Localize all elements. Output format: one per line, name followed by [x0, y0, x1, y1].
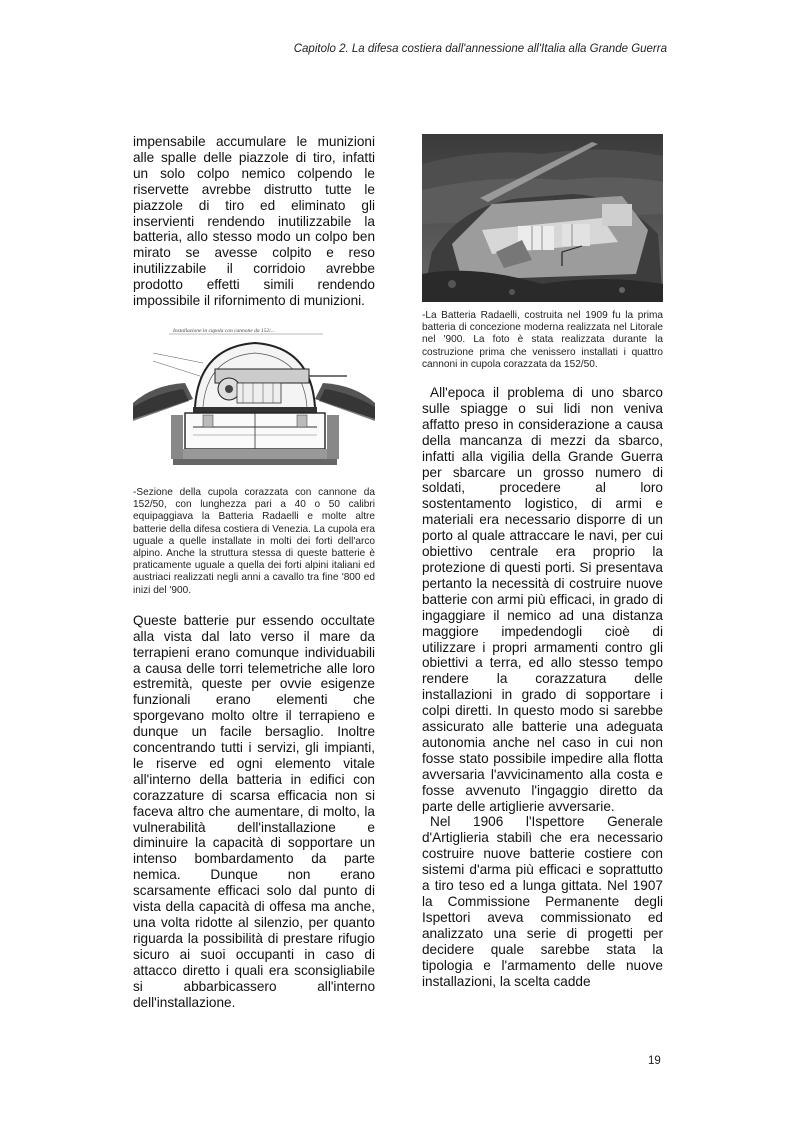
- batteria-radaelli-photo: [422, 134, 663, 302]
- right-column: [422, 134, 663, 989]
- page-number: 19: [648, 1055, 661, 1067]
- drawing-title: Installazione in cupola con cannone da 152/...: [173, 327, 275, 334]
- body-paragraph-4: Nel 1906 l'Ispettore Generale d'Artiglieria stabilì che era necessario costruire nuove batterie costiere con sistemi d'arma più efficaci e soprattutto a tiro teso ed a lunga gittata. Nel 1907 la Commissione Permanente degli Ispettori aveva commissionato ed analizzato una serie di progetti per decidere quale sarebbe stata la tipologia e l'armamento delle nuove installazioni, la scelta cadde: [422, 814, 663, 989]
- body-paragraph-1: impensabile accumulare le munizioni alle spalle delle piazzole di tiro, infatti un solo colpo nemico colpendo le riservette avrebbe distrutto tutte le piazzole di tiro ed eliminato gli inservienti rendendo inutilizzabile la batteria, allo stesso modo un colpo ben mirato se avesse colpito e reso inutilizzabile il corridoio avrebbe prodotto effetti simili rendendo impossibile il rifornimento di munizioni.: [133, 134, 375, 309]
- body-paragraph-2: Queste batterie pur essendo occultate alla vista dal lato verso il mare da terrapieni erano comunque individuabili a causa delle torri telemetriche alle loro estremità, queste per ovvie esigenze funzionali erano elementi che sporgevano molto oltre il terrapieno e dunque un facile bersaglio. Inoltre concentrando tutti i servizi, gli impianti, le riserve ed ogni elemento vitale all'interno della batteria in edifici con corazzature di scarsa efficacia non si faceva altro che aumentare, di molto, la vulnerabilità dell'installazione e diminuire la capacità di sopportare un intenso bombardamento da parte nemica. Dunque non erano scarsamente efficaci solo dal punto di vista della capacità di offesa ma anche, una volta ridotte al silenzio, per quanto riguarda la possibilità di prestare rifugio sicuro ai suoi occupanti in caso di attacco diretto i quali era sconsigliabile si abbarbicassero all'interno dell'installazione.: [133, 612, 375, 1010]
- body-paragraph-3: All'epoca il problema di uno sbarco sulle spiagge o sui lidi non veniva affatto preso in considerazione a causa della mancanza di mezzi da sbarco, infatti alla vigilia della Grande Guerra per sbarcare un grosso numero di soldati, procedere al loro sostentamento logistico, di armi e materiali era necessario disporre di un porto al quale attraccare le navi, per cui obiettivo centrale era proprio la protezione di questi porti. Si presentava pertanto la necessità di costruire nuove batterie con armi più efficaci, in grado di ingaggiare il nemico ad una distanza maggiore impedendogli cioè di utilizzare i propri armamenti contro gli obiettivi a terra, ed allo stesso tempo rendere la corazzatura delle installazioni in grado di sopportare i colpi diretti. In questo modo si sarebbe assicurato alle batterie una adeguata autonomia anche nel caso in cui non fosse stato possibile impedire alla flotta avversaria l'avvicinamento alla costa e fosse avvenuto l'ingaggio diretto da parte delle artiglierie avversarie.: [422, 385, 663, 814]
- running-header: Capitolo 2. La difesa costiera dall'annessione all'Italia alla Grande Guerra: [293, 43, 667, 55]
- left-column: [133, 134, 375, 1010]
- figure-caption-2: -La Batteria Radaelli, costruita nel 1909 fu la prima batteria di concezione moderna realizzata nel Litorale nel '900. La foto è stata realizzata durante la costruzione prima che venissero installati i quattro cannoni in cupola corazzata da 152/50.: [422, 310, 663, 370]
- cupola-section-drawing: [133, 323, 375, 473]
- figure-caption-1: -Sezione della cupola corazzata con cannone da 152/50, con lunghezza pari a 40 o 50 calibri equipaggiava la Batteria Radaelli e molte altre batterie della difesa costiera di Venezia. La cupola era uguale a quelle installate in molti dei forti dell'arco alpino. Anche la struttura stessa di queste batterie è praticamente uguale a quella dei forti alpini italiani ed austriaci realizzati negli anni a cavallo tra fine '800 ed inizi del '900.: [133, 486, 375, 596]
